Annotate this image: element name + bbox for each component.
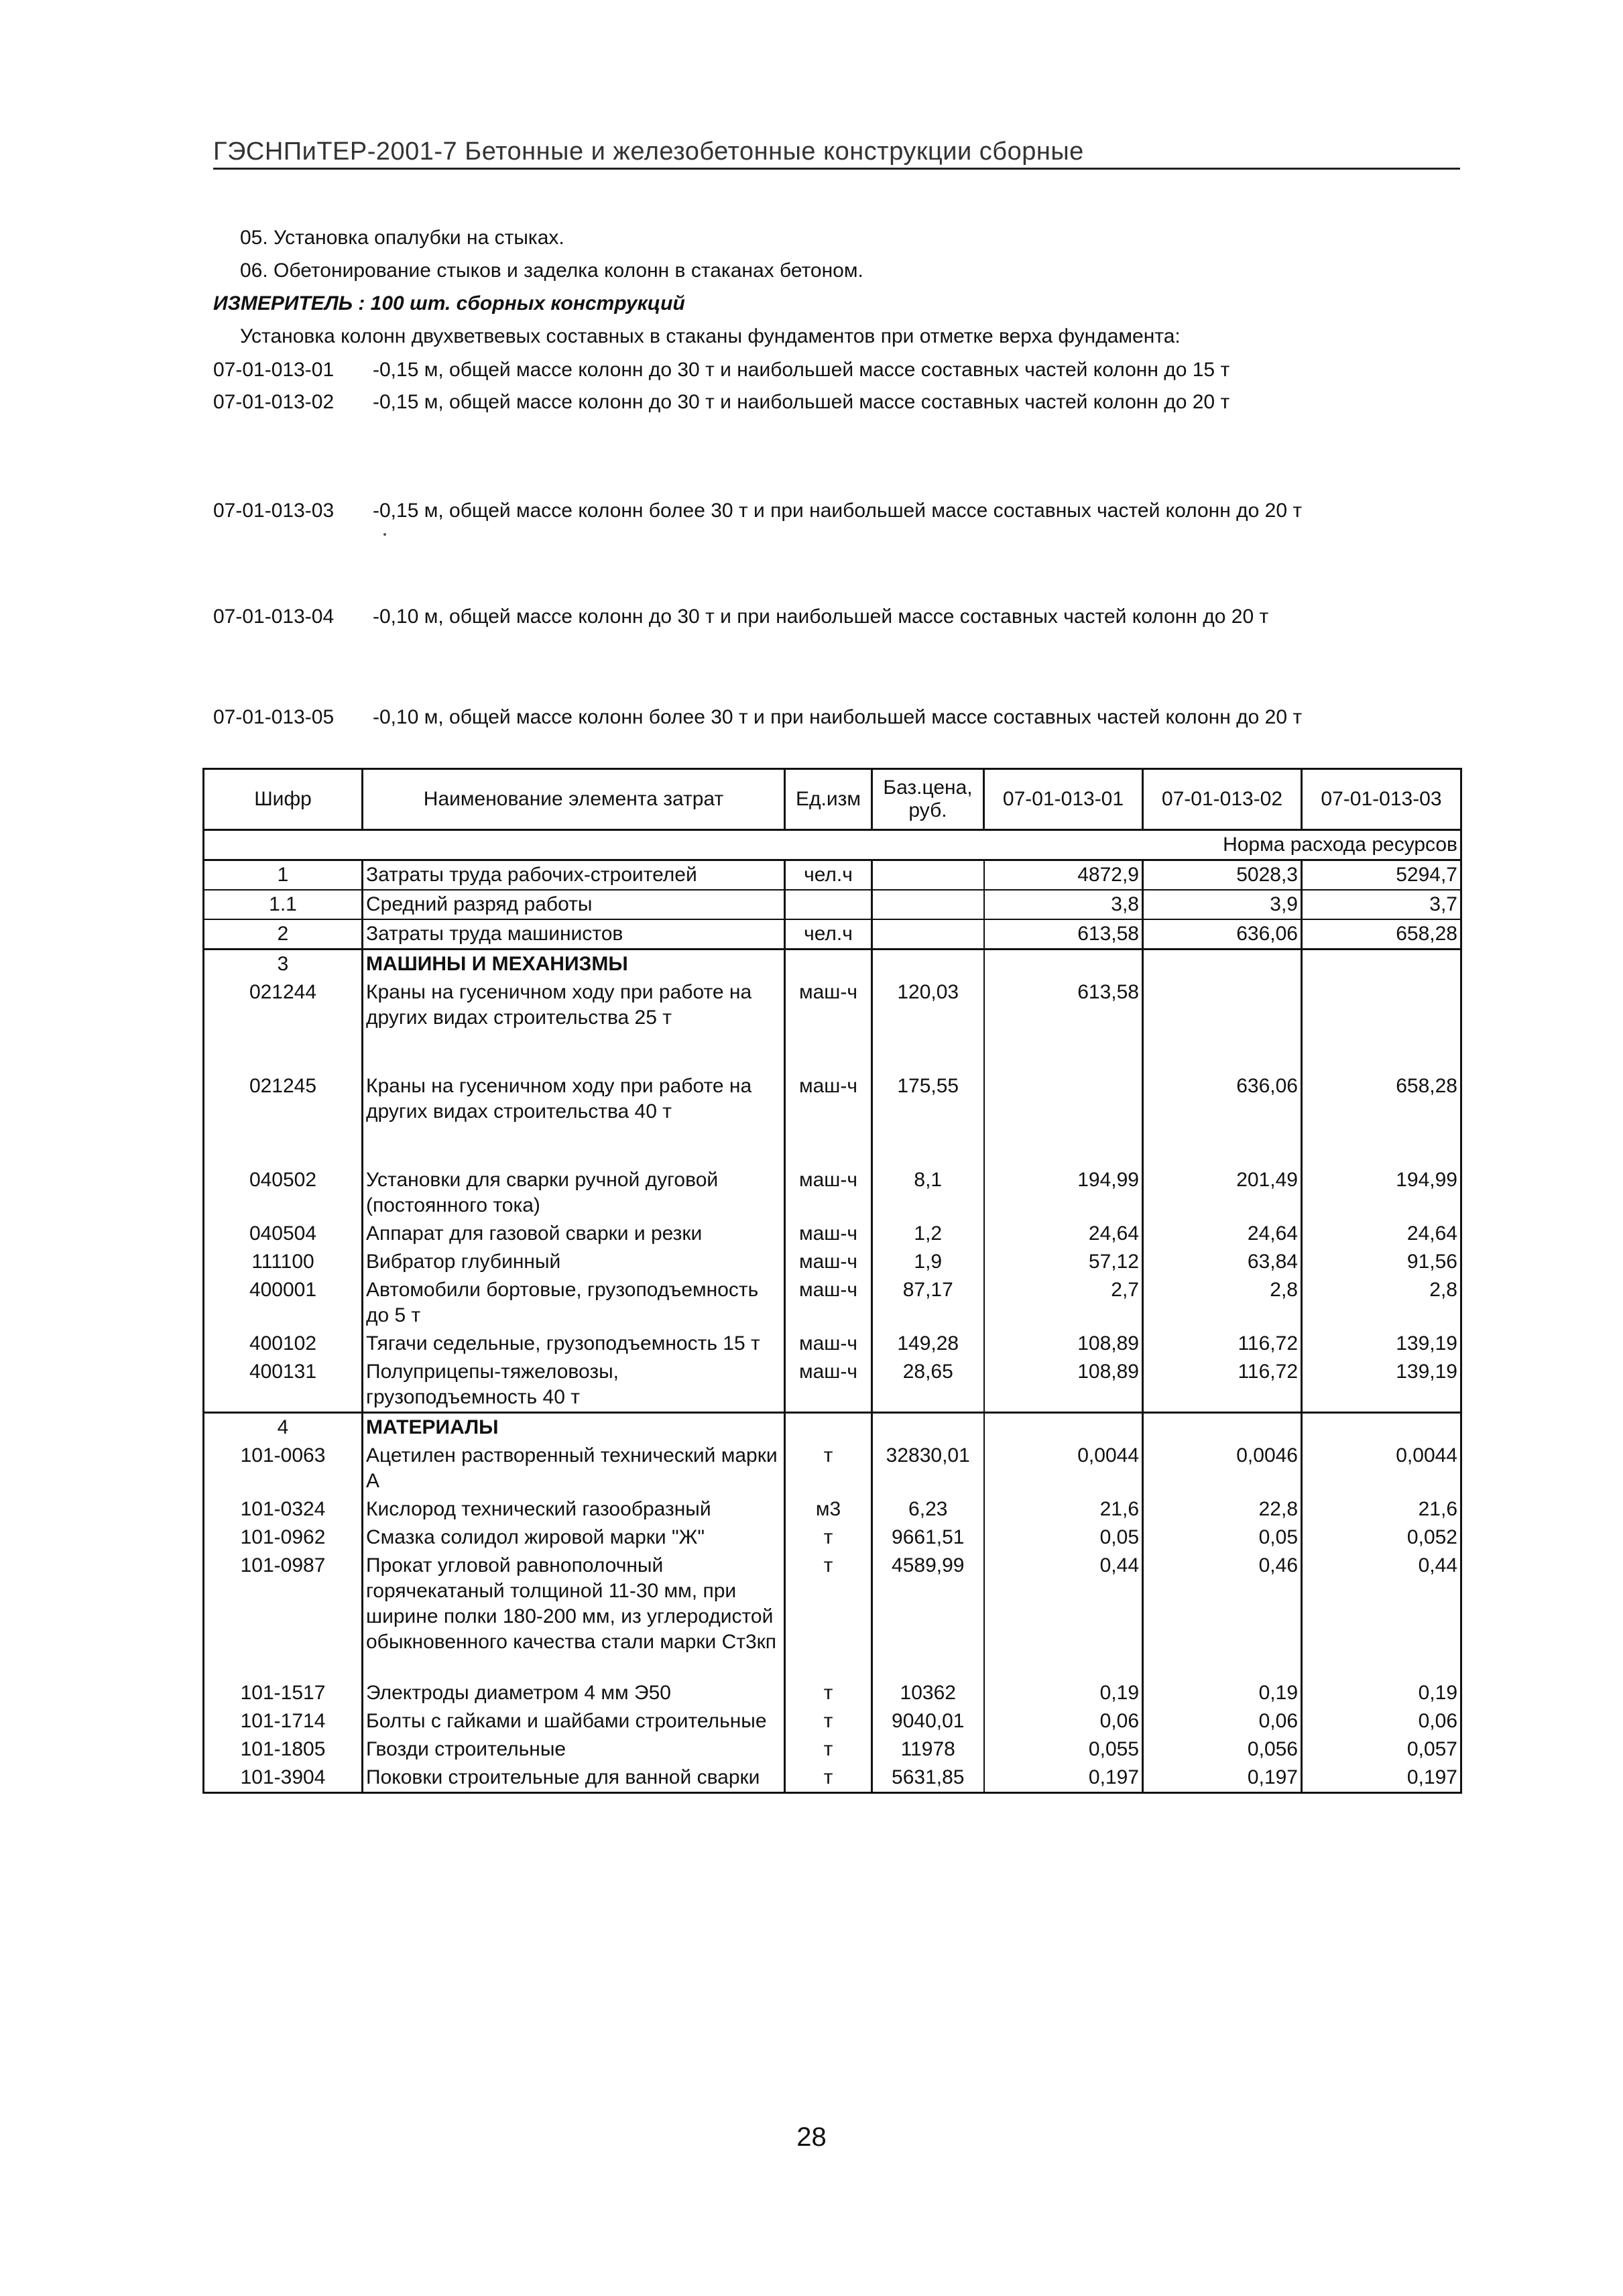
row-name: Смазка солидол жировой марки "Ж" <box>363 1524 785 1552</box>
row-value-col3 <box>1302 978 1461 1072</box>
row-value-col3: 2,8 <box>1302 1276 1461 1330</box>
header-col1: 07-01-013-01 <box>984 769 1143 830</box>
document-header: ГЭСНПиТЕР-2001-7 Бетонные и железобетонные конструкции сборные <box>213 137 1460 170</box>
row-code: 3 <box>204 950 363 979</box>
row-value-col3 <box>1302 1413 1461 1442</box>
row-unit: т <box>785 1764 872 1793</box>
row-code: 101-1714 <box>204 1707 363 1735</box>
header-price: Баз.цена, руб. <box>872 769 984 830</box>
table-row <box>204 978 1461 1072</box>
row-name: Гвозди строительные <box>363 1735 785 1764</box>
variant-item <box>213 391 1229 414</box>
row-value-col2: 116,72 <box>1143 1358 1302 1413</box>
header-code: Шифр <box>204 769 363 830</box>
table-row <box>204 1220 1461 1248</box>
row-code: 040502 <box>204 1166 363 1220</box>
row-value-col3: 0,057 <box>1302 1735 1461 1764</box>
row-price <box>872 950 984 979</box>
work-description <box>213 221 1474 353</box>
table-row <box>204 1524 1461 1552</box>
row-unit: маш-ч <box>799 1251 857 1273</box>
row-unit: т <box>823 1738 833 1760</box>
row-name: Кислород технический газообразный <box>363 1495 785 1524</box>
variant-text: -0,10 м, общей массе колонн более 30 т и при наибольшей массе составных частей колонн до 20 т <box>373 706 1303 728</box>
row-value-col3: 0,052 <box>1302 1524 1461 1552</box>
row-unit: маш-ч <box>799 1361 857 1383</box>
row-name: МАТЕРИАЛЫ <box>363 1413 785 1442</box>
row-value-col2: 5028,3 <box>1143 860 1302 891</box>
row-value-col3: 0,0044 <box>1302 1442 1461 1495</box>
row-price: 28,65 <box>872 1358 984 1413</box>
table-row <box>204 1735 1461 1764</box>
row-value-col3: 194,99 <box>1302 1166 1461 1220</box>
table-row <box>204 890 1461 919</box>
row-value-col1 <box>984 950 1143 979</box>
resource-norm-table <box>202 768 1462 1794</box>
table-body <box>204 830 1461 1793</box>
row-unit: т <box>823 1682 833 1704</box>
table-row <box>204 1358 1461 1413</box>
variant-text: -0,15 м, общей массе колонн до 30 т и наибольшей массе составных частей колонн до 15 т <box>373 359 1230 381</box>
row-code: 400131 <box>204 1358 363 1413</box>
row-value-col2: 0,46 <box>1143 1552 1302 1679</box>
variant-code: 07-01-013-04 <box>213 606 335 628</box>
row-code: 101-0063 <box>204 1442 363 1495</box>
row-value-col1: 24,64 <box>984 1220 1143 1248</box>
row-unit: м3 <box>815 1498 841 1520</box>
table-row <box>204 1679 1461 1707</box>
row-price <box>872 919 984 950</box>
row-unit: т <box>823 1710 833 1732</box>
row-name: Краны на гусеничном ходу при работе на других видах строительства 25 т <box>363 978 785 1072</box>
header-unit: Ед.изм <box>785 769 872 830</box>
norm-label: Норма расхода ресурсов <box>204 830 1461 860</box>
work-step-05: 05. Установка опалубки на стыках. <box>240 227 564 249</box>
row-value-col2: 116,72 <box>1143 1330 1302 1358</box>
row-value-col2: 0,05 <box>1143 1524 1302 1552</box>
header-col2: 07-01-013-02 <box>1143 769 1302 830</box>
row-price: 87,17 <box>872 1276 984 1330</box>
row-value-col3: 658,28 <box>1302 1072 1461 1166</box>
row-value-col1: 613,58 <box>984 919 1143 950</box>
table-row <box>204 1495 1461 1524</box>
row-name: Прокат угловой равнополочный горячекатаный толщиной 11-30 мм, при ширине полки 180-200 мм, из углеродистой обыкновенного качества стали марки Ст3кп <box>363 1552 785 1679</box>
row-value-col3: 0,06 <box>1302 1707 1461 1735</box>
row-price: 1,2 <box>872 1220 984 1248</box>
row-code: 111100 <box>204 1248 363 1276</box>
row-price: 1,9 <box>872 1248 984 1276</box>
row-code: 400102 <box>204 1330 363 1358</box>
row-value-col2: 0,197 <box>1143 1764 1302 1793</box>
table-row <box>204 1764 1461 1793</box>
row-value-col1: 4872,9 <box>984 860 1143 891</box>
row-value-col3: 91,56 <box>1302 1248 1461 1276</box>
row-value-col1: 21,6 <box>984 1495 1143 1524</box>
row-code: 021245 <box>204 1072 363 1166</box>
row-code: 1.1 <box>204 890 363 919</box>
norm-label-row <box>204 830 1461 860</box>
table-row <box>204 860 1461 891</box>
row-name: Средний разряд работы <box>363 890 785 919</box>
variant-text: -0,15 м, общей массе колонн более 30 т и при наибольшей массе составных частей колонн до 20 т <box>373 500 1303 522</box>
table-row <box>204 1442 1461 1495</box>
row-price: 9661,51 <box>872 1524 984 1552</box>
row-unit: т <box>823 1526 833 1548</box>
row-value-col1: 0,44 <box>984 1552 1143 1679</box>
row-value-col1 <box>984 1413 1143 1442</box>
row-value-col3: 24,64 <box>1302 1220 1461 1248</box>
row-price <box>872 860 984 891</box>
row-unit: маш-ч <box>799 1075 857 1097</box>
row-code: 040504 <box>204 1220 363 1248</box>
measure-unit: ИЗМЕРИТЕЛЬ : 100 шт. сборных конструкций <box>213 292 685 314</box>
row-code: 021244 <box>204 978 363 1072</box>
row-value-col2 <box>1143 950 1302 979</box>
variant-item <box>213 706 1302 729</box>
row-value-col3: 139,19 <box>1302 1358 1461 1413</box>
row-name: Аппарат для газовой сварки и резки <box>363 1220 785 1248</box>
scan-speck <box>383 533 386 536</box>
row-value-col1: 57,12 <box>984 1248 1143 1276</box>
row-value-col1: 0,19 <box>984 1679 1143 1707</box>
row-value-col2: 636,06 <box>1143 1072 1302 1166</box>
row-value-col2: 0,056 <box>1143 1735 1302 1764</box>
row-name: Автомобили бортовые, грузоподъемность до 5 т <box>363 1276 785 1330</box>
row-name: Вибратор глубинный <box>363 1248 785 1276</box>
row-name: Тягачи седельные, грузоподъемность 15 т <box>363 1330 785 1358</box>
row-value-col3: 0,19 <box>1302 1679 1461 1707</box>
row-price: 6,23 <box>872 1495 984 1524</box>
row-price: 149,28 <box>872 1330 984 1358</box>
row-value-col1: 108,89 <box>984 1330 1143 1358</box>
row-value-col2: 0,19 <box>1143 1679 1302 1707</box>
row-value-col2: 0,0046 <box>1143 1442 1302 1495</box>
row-value-col1: 108,89 <box>984 1358 1143 1413</box>
variant-code: 07-01-013-02 <box>213 391 335 413</box>
row-value-col1: 0,06 <box>984 1707 1143 1735</box>
page-number: 28 <box>796 2122 827 2152</box>
row-value-col1: 3,8 <box>984 890 1143 919</box>
row-code: 101-0987 <box>204 1552 363 1679</box>
row-value-col2: 636,06 <box>1143 919 1302 950</box>
row-value-col3 <box>1302 950 1461 979</box>
row-name: Затраты труда машинистов <box>363 919 785 950</box>
row-value-col3: 0,197 <box>1302 1764 1461 1793</box>
row-value-col3: 139,19 <box>1302 1330 1461 1358</box>
row-unit: маш-ч <box>799 1169 857 1191</box>
row-name: Затраты труда рабочих-строителей <box>363 860 785 891</box>
row-value-col1: 0,055 <box>984 1735 1143 1764</box>
row-price: 32830,01 <box>872 1442 984 1495</box>
row-name: Поковки строительные для ванной сварки <box>363 1764 785 1793</box>
variant-text: -0,10 м, общей массе колонн до 30 т и при наибольшей массе составных частей колонн до 20 т <box>373 606 1269 628</box>
row-value-col2 <box>1143 1413 1302 1442</box>
row-value-col1 <box>984 1072 1143 1166</box>
row-name: Полуприцепы-тяжеловозы, грузоподъемность 40 т <box>363 1358 785 1413</box>
row-value-col2: 3,9 <box>1143 890 1302 919</box>
row-value-col3: 21,6 <box>1302 1495 1461 1524</box>
row-unit: маш-ч <box>799 1279 857 1301</box>
row-unit <box>785 950 872 979</box>
table-row <box>204 919 1461 950</box>
row-value-col2: 2,8 <box>1143 1276 1302 1330</box>
row-name: Электроды диаметром 4 мм Э50 <box>363 1679 785 1707</box>
row-value-col2 <box>1143 978 1302 1072</box>
row-code: 101-1805 <box>204 1735 363 1764</box>
table-row <box>204 950 1461 979</box>
row-value-col1: 0,197 <box>984 1764 1143 1793</box>
row-code: 4 <box>204 1413 363 1442</box>
variant-code: 07-01-013-05 <box>213 706 335 728</box>
row-price: 10362 <box>872 1679 984 1707</box>
row-value-col3: 0,44 <box>1302 1552 1461 1679</box>
table-row <box>204 1413 1461 1442</box>
table-row <box>204 1276 1461 1330</box>
row-value-col2: 0,06 <box>1143 1707 1302 1735</box>
table-row <box>204 1552 1461 1679</box>
row-value-col1: 613,58 <box>984 978 1143 1072</box>
row-name: МАШИНЫ И МЕХАНИЗМЫ <box>363 950 785 979</box>
work-step-06: 06. Обетонирование стыков и заделка колонн в стаканах бетоном. <box>240 260 863 282</box>
row-value-col2: 24,64 <box>1143 1220 1302 1248</box>
table-description: Установка колонн двухветвевых составных в стаканы фундаментов при отметке верха фундамента: <box>240 325 1181 347</box>
row-unit <box>785 1413 872 1442</box>
row-unit <box>785 890 872 919</box>
row-name: Краны на гусеничном ходу при работе на других видах строительства 40 т <box>363 1072 785 1166</box>
row-code: 101-1517 <box>204 1679 363 1707</box>
row-value-col2: 22,8 <box>1143 1495 1302 1524</box>
row-value-col1: 194,99 <box>984 1166 1143 1220</box>
row-price: 8,1 <box>872 1166 984 1220</box>
table-row <box>204 1248 1461 1276</box>
row-unit: маш-ч <box>799 1332 857 1355</box>
table-row <box>204 1330 1461 1358</box>
header-col3: 07-01-013-03 <box>1302 769 1461 830</box>
row-name: Установки для сварки ручной дуговой (постоянного тока) <box>363 1166 785 1220</box>
row-unit: маш-ч <box>799 981 857 1003</box>
variant-code: 07-01-013-01 <box>213 359 335 381</box>
row-code: 400001 <box>204 1276 363 1330</box>
table-header-row <box>204 769 1461 830</box>
row-value-col3: 3,7 <box>1302 890 1461 919</box>
row-price: 5631,85 <box>872 1764 984 1793</box>
row-price: 120,03 <box>872 978 984 1072</box>
row-price: 9040,01 <box>872 1707 984 1735</box>
row-code: 2 <box>204 919 363 950</box>
row-code: 101-0324 <box>204 1495 363 1524</box>
row-price: 4589,99 <box>872 1552 984 1679</box>
row-value-col3: 5294,7 <box>1302 860 1461 891</box>
row-code: 1 <box>204 860 363 891</box>
variant-text: -0,15 м, общей массе колонн до 30 т и наибольшей массе составных частей колонн до 20 т <box>373 391 1230 413</box>
row-unit: т <box>823 1444 833 1467</box>
row-name: Ацетилен растворенный технический марки А <box>363 1442 785 1495</box>
row-price <box>872 890 984 919</box>
row-value-col2: 201,49 <box>1143 1166 1302 1220</box>
row-price: 11978 <box>872 1735 984 1764</box>
table-row <box>204 1166 1461 1220</box>
variant-item <box>213 606 1268 628</box>
row-unit: чел.ч <box>785 860 872 891</box>
variant-code: 07-01-013-03 <box>213 500 335 522</box>
variant-item <box>213 359 1229 382</box>
row-code: 101-3904 <box>204 1764 363 1793</box>
row-name: Болты с гайками и шайбами строительные <box>363 1707 785 1735</box>
variant-item <box>213 500 1302 522</box>
row-price <box>872 1413 984 1442</box>
row-value-col1: 0,0044 <box>984 1442 1143 1495</box>
table-row <box>204 1707 1461 1735</box>
row-unit: маш-ч <box>799 1222 857 1245</box>
row-value-col2: 63,84 <box>1143 1248 1302 1276</box>
row-unit: чел.ч <box>785 919 872 950</box>
table-row <box>204 1072 1461 1166</box>
header-name: Наименование элемента затрат <box>363 769 785 830</box>
row-value-col1: 2,7 <box>984 1276 1143 1330</box>
row-price: 175,55 <box>872 1072 984 1166</box>
row-value-col1: 0,05 <box>984 1524 1143 1552</box>
row-value-col3: 658,28 <box>1302 919 1461 950</box>
row-unit: т <box>823 1554 833 1576</box>
row-code: 101-0962 <box>204 1524 363 1552</box>
